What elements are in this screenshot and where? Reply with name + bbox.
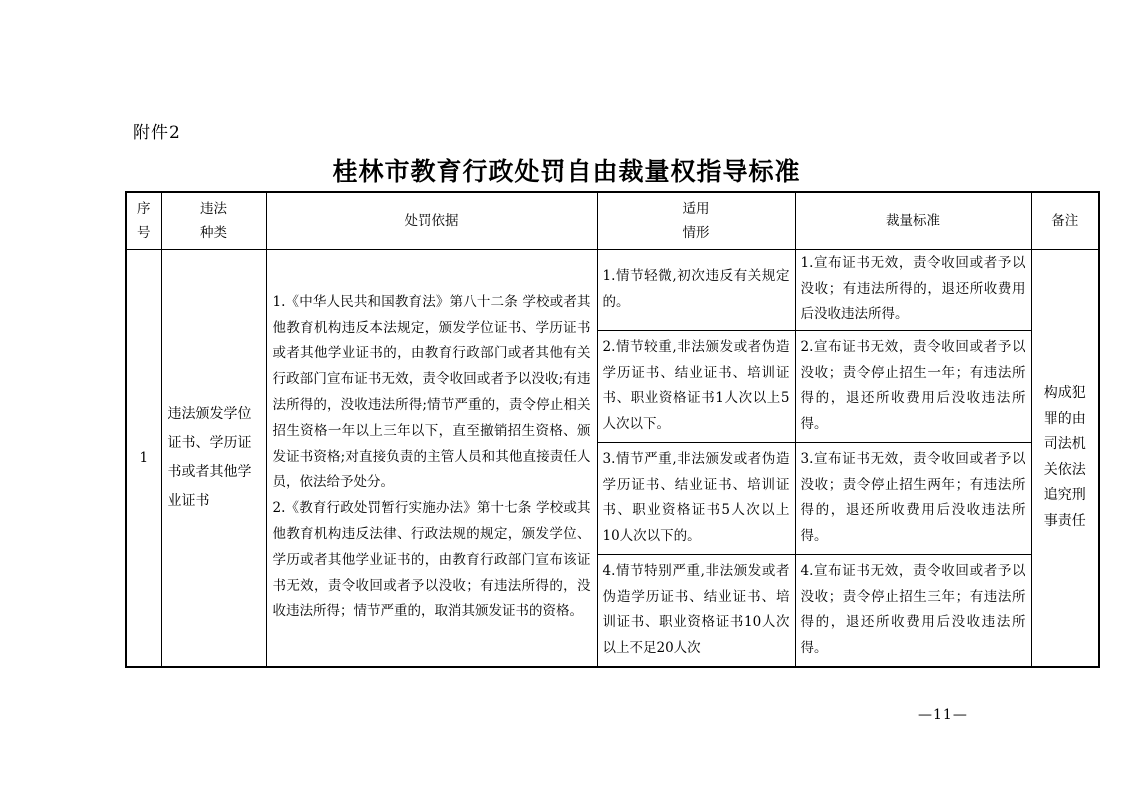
standard-4: 4.宣布证书无效，责令收回或者予以没收；责令停止招生三年；有违法所得的，退还所收费用后没收违法所得。 [795,554,1031,667]
standard-3: 3.宣布证书无效，责令收回或者予以没收；责令停止招生两年；有违法所得的，退还所收费用后没收违法所得。 [795,442,1031,554]
header-standard: 裁量标准 [795,192,1031,249]
header-violation-type: 违法种类 [161,192,266,249]
header-penalty-basis: 处罚依据 [266,192,597,249]
penalty-basis [266,249,597,667]
basis-clause-1: 1.《中华人民共和国教育法》第八十二条 学校或者其他教育机构违反本法规定，颁发学位证书、学历证书或者其他学业证书的，由教育行政部门或者其他有关行政部门宣布证书无效，责令收回或者予以没收;有违法所得的，没收违法所得;情节严重的，责令停止相关招生资格一年以上三年以下，直至撤销招生资格、颁发证书资格;对直接负责的主管人员和其他直接责任人员，依法给予处分。 [272,293,591,491]
table-header-row [126,192,1099,249]
header-note: 备注 [1031,192,1099,249]
header-no: 序号 [126,192,161,249]
standard-2: 2.宣布证书无效，责令收回或者予以没收；责令停止招生一年；有违法所得的，退还所收费用后没收违法所得。 [795,330,1031,442]
situation-2: 2.情节较重,非法颁发或者伪造学历证书、结业证书、培训证书、职业资格证书1人次以上5人次以下。 [597,330,795,442]
table-row [126,249,1099,330]
document-title: 桂林市教育行政处罚自由裁量权指导标准 [332,157,801,186]
attachment-label: 附件2 [133,123,181,143]
standard-1: 1.宣布证书无效，责令收回或者予以没收；有违法所得的，退还所收费用后没收违法所得。 [795,249,1031,330]
basis-clause-2: 2.《教育行政处罚暂行实施办法》第十七条 学校或其他教育机构违反法律、行政法规的规定，颁发学位、学历或者其他学业证书的，由教育行政部门宣布该证书无效，责令收回或者予以没收；有违法所得的，没收违法所得；情节严重的，取消其颁发证书的资格。 [272,500,591,620]
violation-type: 违法颁发学位证书、学历证书或者其他学业证书 [161,249,266,667]
note: 构成犯罪的由司法机关依法追究刑事责任 [1031,249,1099,667]
header-situation: 适用情形 [597,192,795,249]
row-number: 1 [126,249,161,667]
page-number: —11— [918,707,968,723]
penalty-standard-table [125,191,1100,668]
situation-4: 4.情节特别严重,非法颁发或者伪造学历证书、结业证书、培训证书、职业资格证书10人次以上不足20人次 [597,554,795,667]
situation-3: 3.情节严重,非法颁发或者伪造学历证书、结业证书、培训证书、职业资格证书5人次以上10人次以下的。 [597,442,795,554]
situation-1: 1.情节轻微,初次违反有关规定的。 [597,249,795,330]
